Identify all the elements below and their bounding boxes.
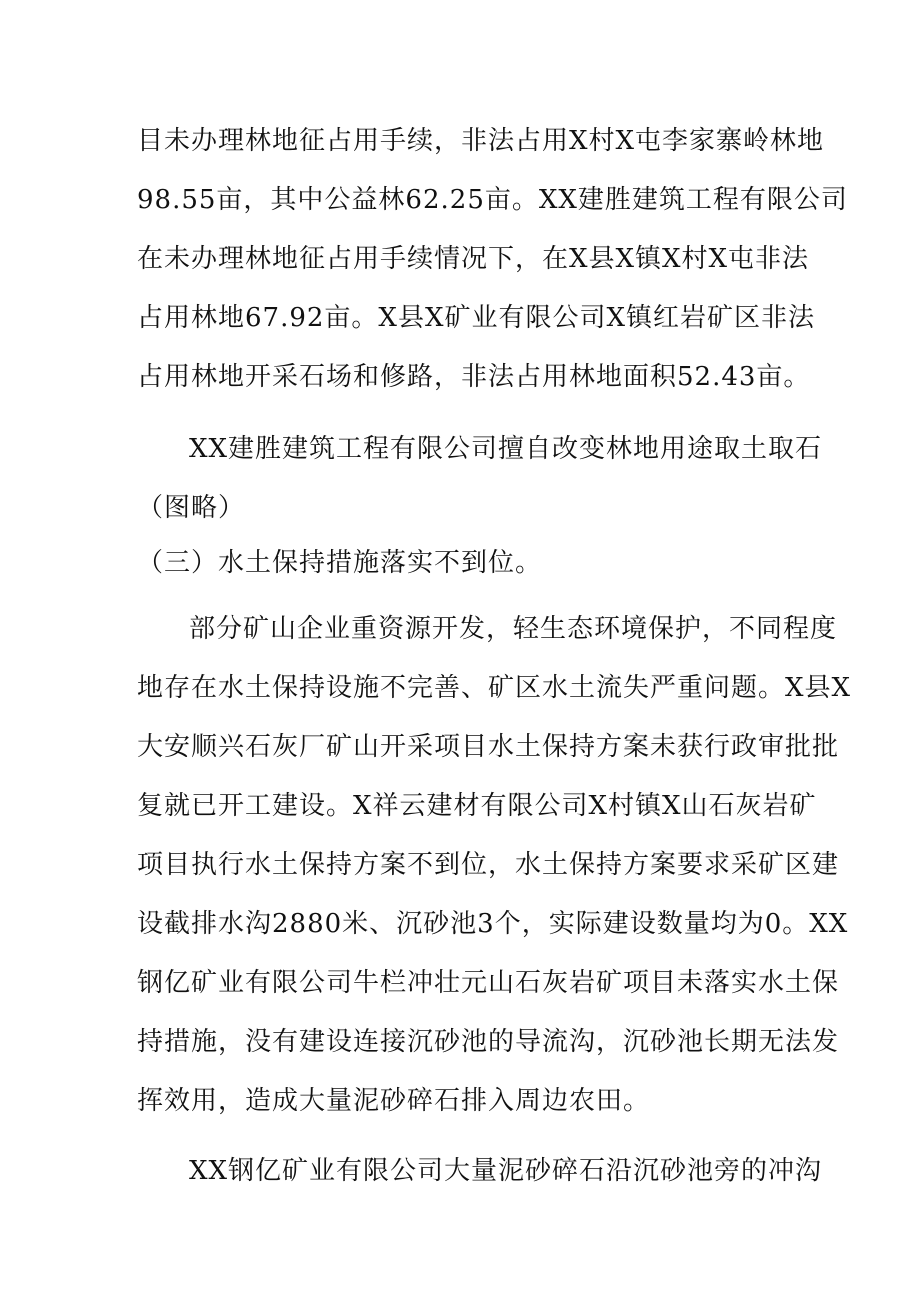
text-line: 地存在水土保持设施不完善、矿区水土流失严重问题。X县X <box>137 673 852 703</box>
text-line: 大安顺兴石灰厂矿山开采项目水土保持方案未获行政审批批 <box>137 732 840 762</box>
text-line: 钢亿矿业有限公司牛栏冲壮元山石灰岩矿项目未落实水土保 <box>137 968 840 998</box>
text-line: 复就已开工建设。X祥云建材有限公司X村镇X山石灰岩矿 <box>137 791 817 821</box>
text-line: XX钢亿矿业有限公司大量泥砂碎石沿沉砂池旁的冲沟 <box>189 1156 823 1186</box>
text-line: 挥效用，造成大量泥砂碎石排入周边农田。 <box>137 1086 651 1116</box>
figure-caption <box>137 420 823 538</box>
text-line: 98.55亩，其中公益林62.25亩。XX建胜建筑工程有限公司 <box>137 185 848 215</box>
text-line: 在未办理林地征占用手续情况下，在X县X镇X村X屯非法 <box>137 244 810 274</box>
section-heading: （三）水土保持措施落实不到位。 <box>137 548 543 578</box>
text-line: 部分矿山企业重资源开发，轻生态环境保护，不同程度 <box>189 614 838 644</box>
text-line: 设截排水沟2880米、沉砂池3个，实际建设数量均为0。XX <box>137 909 849 939</box>
paragraph-gangyi-mining <box>137 1142 823 1201</box>
section-heading-block <box>137 534 797 593</box>
paragraph-soil-conservation <box>137 600 852 1131</box>
paragraph-illegal-forest-occupation <box>137 112 848 407</box>
text-line: 目未办理林地征占用手续，非法占用X村X屯李家寨岭林地 <box>137 126 825 156</box>
text-line: 项目执行水土保持方案不到位，水土保持方案要求采矿区建 <box>137 850 840 880</box>
text-line: 占用林地开采石场和修路，非法占用林地面积52.43亩。 <box>137 362 811 392</box>
text-line: 持措施，没有建设连接沉砂池的导流沟，沉砂池长期无法发 <box>137 1027 840 1057</box>
text-line: （图略） <box>137 493 246 523</box>
text-line: 占用林地67.92亩。X县X矿业有限公司X镇红岩矿区非法 <box>137 303 815 333</box>
text-line: XX建胜建筑工程有限公司擅自改变林地用途取土取石 <box>189 434 823 464</box>
